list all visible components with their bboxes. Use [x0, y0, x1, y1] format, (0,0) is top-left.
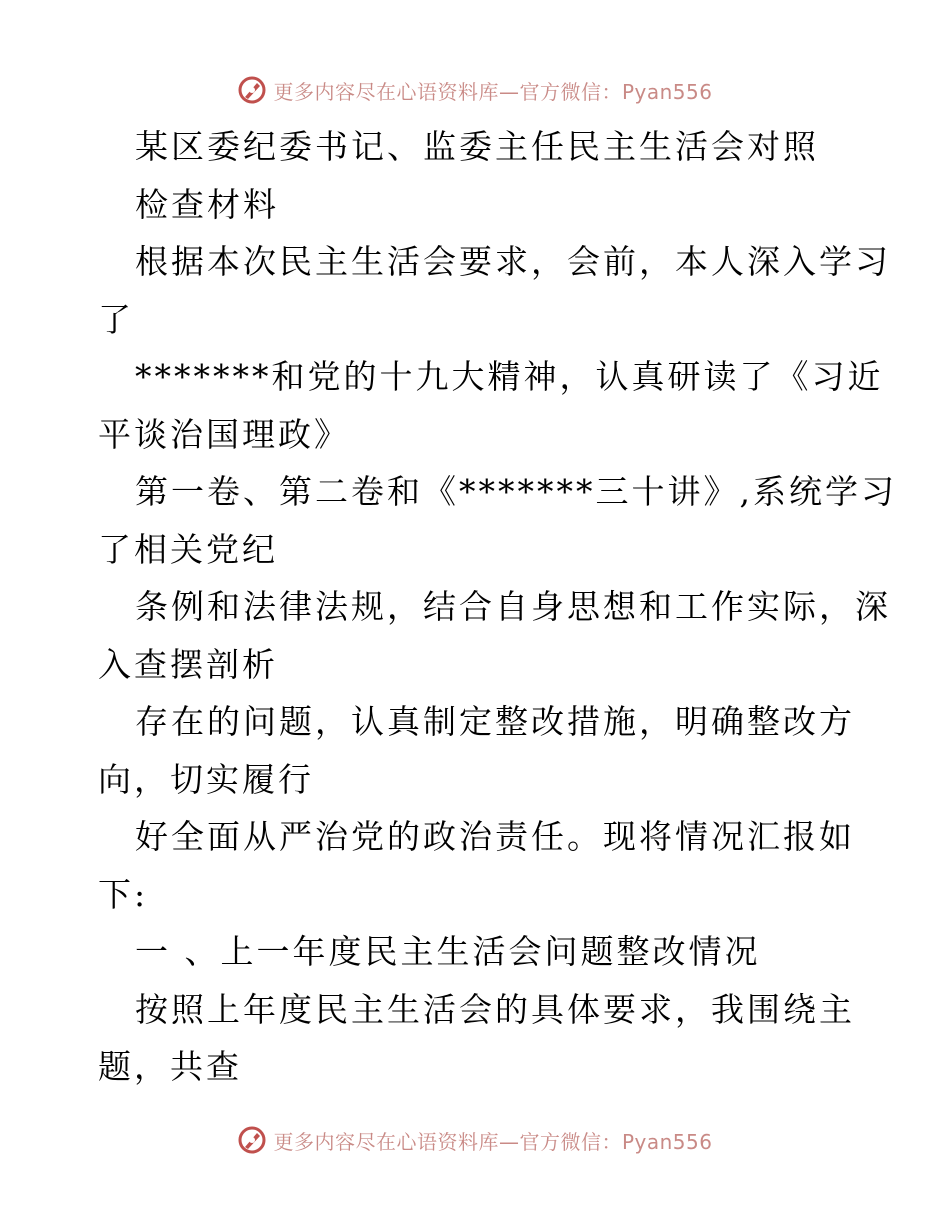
watermark-text: 更多内容尽在心语资料库—官方微信：Pyan556 — [273, 1129, 713, 1154]
text-line: 根据本次民主生活会要求，会前，本人深入学习 — [135, 242, 891, 281]
watermark-text: 更多内容尽在心语资料库—官方微信：Pyan556 — [273, 79, 713, 104]
text-line: 了相关党纪 — [98, 529, 278, 569]
text-line: 下: — [98, 874, 149, 914]
footer-watermark — [0, 1120, 950, 1160]
text-line: 一 、上一年度民主生活会问题整改情况 — [135, 932, 761, 971]
text-line: 了 — [98, 299, 134, 339]
pen-circle-logo-icon — [237, 75, 267, 105]
text-line: 存在的问题，认真制定整改措施，明确整改方 — [135, 702, 855, 741]
pen-circle-logo-icon — [237, 1125, 267, 1155]
text-line: 好全面从严治党的政治责任。现将情况汇报如 — [135, 817, 855, 856]
text-line: 第一卷、第二卷和《*******三十讲》,系统学习 — [135, 472, 897, 511]
document-body — [98, 118, 898, 1096]
text-line: 检查材料 — [135, 184, 279, 224]
text-line: 某区委纪委书记、监委主任民主生活会对照 — [135, 127, 819, 166]
text-line: *******和党的十九大精神，认真研读了《习近 — [135, 357, 884, 396]
header-watermark — [0, 70, 950, 110]
text-line: 平谈治国理政》 — [98, 414, 350, 454]
text-line: 条例和法律法规，结合自身思想和工作实际，深 — [135, 587, 891, 626]
text-line: 向，切实履行 — [98, 759, 314, 799]
text-line: 按照上年度民主生活会的具体要求，我围绕主 — [135, 989, 855, 1029]
text-line: 入查摆剖析 — [98, 644, 278, 684]
text-line: 题，共查 — [98, 1047, 242, 1086]
